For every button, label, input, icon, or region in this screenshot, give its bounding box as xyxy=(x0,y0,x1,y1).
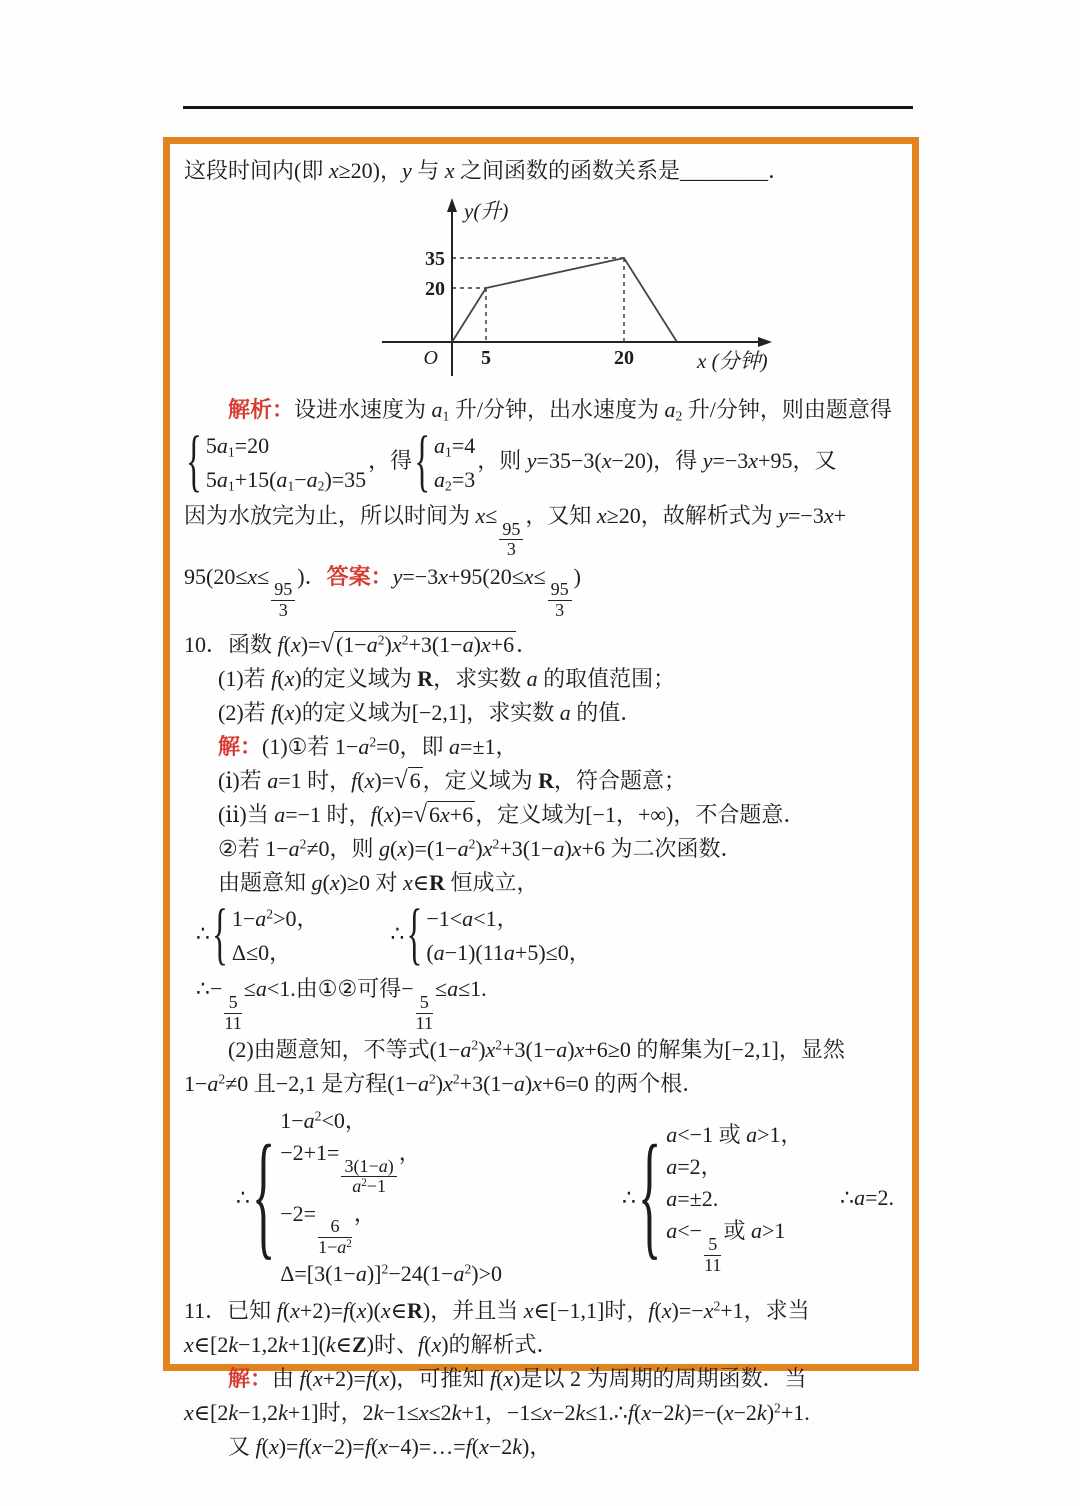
problem-11-title: 11．已知 f(x+2)=f(x)(x∈R)，并且当 x∈[−1,1]时，$f(x)=-x^2+1$，求当 x∈[2k−1,2k+1](k∈Z)时、f(x)的解析式． xyxy=(184,1298,810,1358)
intro-text-block xyxy=(184,154,900,188)
solution-10-conclusion-1: ∴− $\frac{5}{11}$ ≤a<1.由①②可得− $\frac{5}{11}$ ≤a≤1. xyxy=(196,976,487,1033)
problem-10-part2: (2)若 f(x)的定义域为[−2,1]，求实数 a 的值． xyxy=(218,700,643,726)
solution-10-part2-text: (2)由题意知，不等式$(1-a^2)x^2+3(1-a)x+6\ge 0$ 的解集为[−2,1]，显然 $1-a^2\ne 0$ 且−2,1 是方程$(1-a^2)x^2+3(1-a)x+6=0$ 的两个根． xyxy=(184,1037,845,1097)
graph-ytick-35: 35 xyxy=(425,248,445,270)
graph-ytick-20: 20 xyxy=(425,278,445,300)
solution-11-step1: 解：由 f(x+2)=f(x)，可推知 f(x)是以 2 为周期的周期函数．当 x∈[2k−1,2k+1]时，2k−1≤x≤2k+1，$-1\le x-2k\le 1.\therefore f(x-2k)=-(x-2k)^2+1$. xyxy=(184,1366,810,1426)
analysis-answer: 95(20≤x≤ $\frac{95}{3}$ )．答案：y=−3x+95(20≤x≤ $\frac{95}{3}$ ) xyxy=(184,563,581,620)
graph-xtick-5: 5 xyxy=(481,347,491,369)
graph-origin-label: O xyxy=(423,347,438,369)
solution-11-step2: 又 f(x)=f(x−2)=f(x−4)=…=f(x−2k)， xyxy=(228,1434,552,1460)
intro-line: 这段时间内(即 x≥20)，y 与 x 之间函数的函数关系是________． xyxy=(184,158,791,183)
worksheet-frame xyxy=(163,137,919,1460)
y-axis-arrow xyxy=(447,198,457,212)
graph-y-label: y(升) xyxy=(464,199,509,223)
solution-10-condition: 由题意知 g(x)≥0 对 x∈R 恒成立， xyxy=(218,870,539,896)
solution-10-systems: ∴ { $1-a^2>0$， Δ≤0， ∴ { −1<a<1， (a−1)(11a+5)≤0， xyxy=(196,897,591,974)
solution-10-step1: 解：(1)①若 $1-a^2=0$，即 a=±1， xyxy=(218,734,518,760)
analysis-intro: 解析：设进水速度为 $a_1$ 升/分钟，出水速度为 $a_2$ 升/分钟，则由题意得 xyxy=(228,397,892,424)
problem-10-part1: (1)若 f(x)的定义域为 R，求实数 a 的取值范围； xyxy=(218,666,676,692)
solution-10-big-system: ∴ { $1-a^2<0$， −2+1= $\frac{3(1-a)}{a^2-1}$ ， −2= $\frac{6}{1-a^2}$ ， $\Delta=[3(1-a)]^2-24(1-a^2)>0$ ∴ { a<−1 或 a>1， a=2， a=±2. a<− $\frac{5}{11}$ 或 a>1 ∴ a =2. xyxy=(236,1108,894,1287)
solution-10-case-i: (ⅰ)若 a=1 时，f(x)=√6，定义域为 R，符合题意； xyxy=(218,767,687,795)
analysis-cont-1: 因为水放完为止，所以时间为 x≤ $\frac{95}{3}$ ，又知 x≥20，故解析式为 y=−3x+ xyxy=(184,503,847,560)
graph-x-label: x (分钟) xyxy=(697,349,768,373)
graph-xtick-20: 20 xyxy=(614,347,634,369)
solution-text-block xyxy=(184,393,900,1464)
x-axis-arrow xyxy=(758,337,772,347)
function-graph xyxy=(352,192,782,380)
top-horizontal-rule xyxy=(183,106,913,109)
function-graph-container xyxy=(352,192,900,385)
problem-10-title: 10．函数 $f(x)=√(1-a^2)x^2+3(1-a)x+6$． xyxy=(184,631,539,659)
solution-10-case-ii: (ⅱ)当 a=−1 时，f(x)=√6x+6，定义域为[−1，+∞)，不合题意． xyxy=(218,801,806,829)
solution-10-step2: ②若 $1-a^2\ne 0$，则 $g(x)=(1-a^2)x^2+3(1-a)x+6$ 为二次函数． xyxy=(218,836,743,862)
analysis-system: { $5a_1=20$ $5a_1+15(a_1-a_2)=35$ ，得 { $a_1=4$ $a_2=3$ ，则 y=35−3(x−20)，得 y=−3x+95，又 xyxy=(186,424,837,500)
